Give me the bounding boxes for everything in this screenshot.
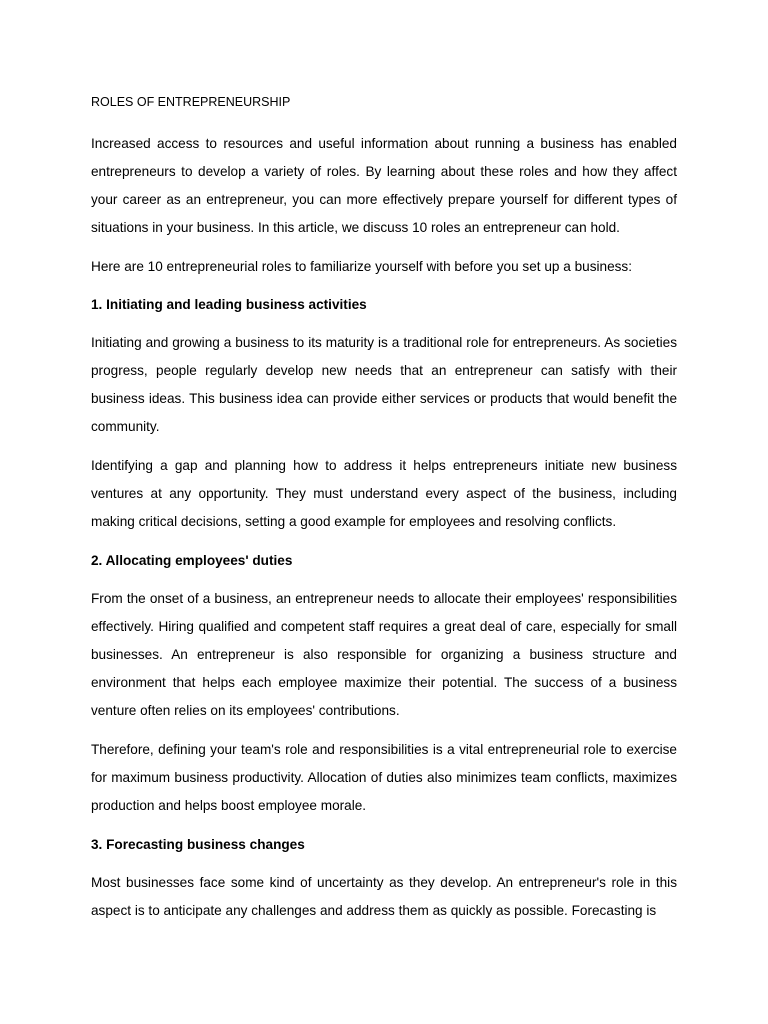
section-heading: 2. Allocating employees' duties — [91, 553, 293, 568]
lead-in-paragraph: Here are 10 entrepreneurial roles to familiarize yourself with before you set up a business: — [91, 259, 633, 274]
section-allocating-duties — [91, 547, 677, 820]
section-forecasting — [91, 831, 677, 925]
section-paragraph: From the onset of a business, an entrepreneur needs to allocate their employees' responsibilities effectively. Hiring qualified and competent staff requires a great deal of care, especially for small businesses. An entrepreneur is also responsible for organizing a business structure and environment that helps each employee maximize their potential. The success of a business venture often relies on its employees' contributions. — [91, 591, 677, 718]
section-paragraph: Most businesses face some kind of uncertainty as they develop. An entrepreneur's role in this aspect is to anticipate any challenges and address them as quickly as possible. Forecasting is — [91, 875, 677, 918]
section-heading: 3. Forecasting business changes — [91, 837, 305, 852]
document-title: ROLES OF ENTREPRENEURSHIP — [91, 95, 291, 109]
section-heading: 1. Initiating and leading business activities — [91, 297, 367, 312]
intro-paragraph: Increased access to resources and useful information about running a business has enabled entrepreneurs to develop a variety of roles. By learning about these roles and how they affect your career as an entrepreneur, you can more effectively prepare yourself for different types of situations in your business. In this article, we discuss 10 roles an entrepreneur can hold. — [91, 136, 677, 235]
section-paragraph: Therefore, defining your team's role and responsibilities is a vital entrepreneurial role to exercise for maximum business productivity. Allocation of duties also minimizes team conflicts, maximizes production and helps boost employee morale. — [91, 742, 677, 813]
section-initiating-leading — [91, 291, 677, 536]
section-paragraph: Identifying a gap and planning how to address it helps entrepreneurs initiate new business ventures at any opportunity. They must understand every aspect of the business, including making critical decisions, setting a good example for employees and resolving conflicts. — [91, 458, 677, 529]
section-paragraph: Initiating and growing a business to its maturity is a traditional role for entrepreneurs. As societies progress, people regularly develop new needs that an entrepreneur can satisfy with their business ideas. This business idea can provide either services or products that would benefit the community. — [91, 335, 677, 434]
